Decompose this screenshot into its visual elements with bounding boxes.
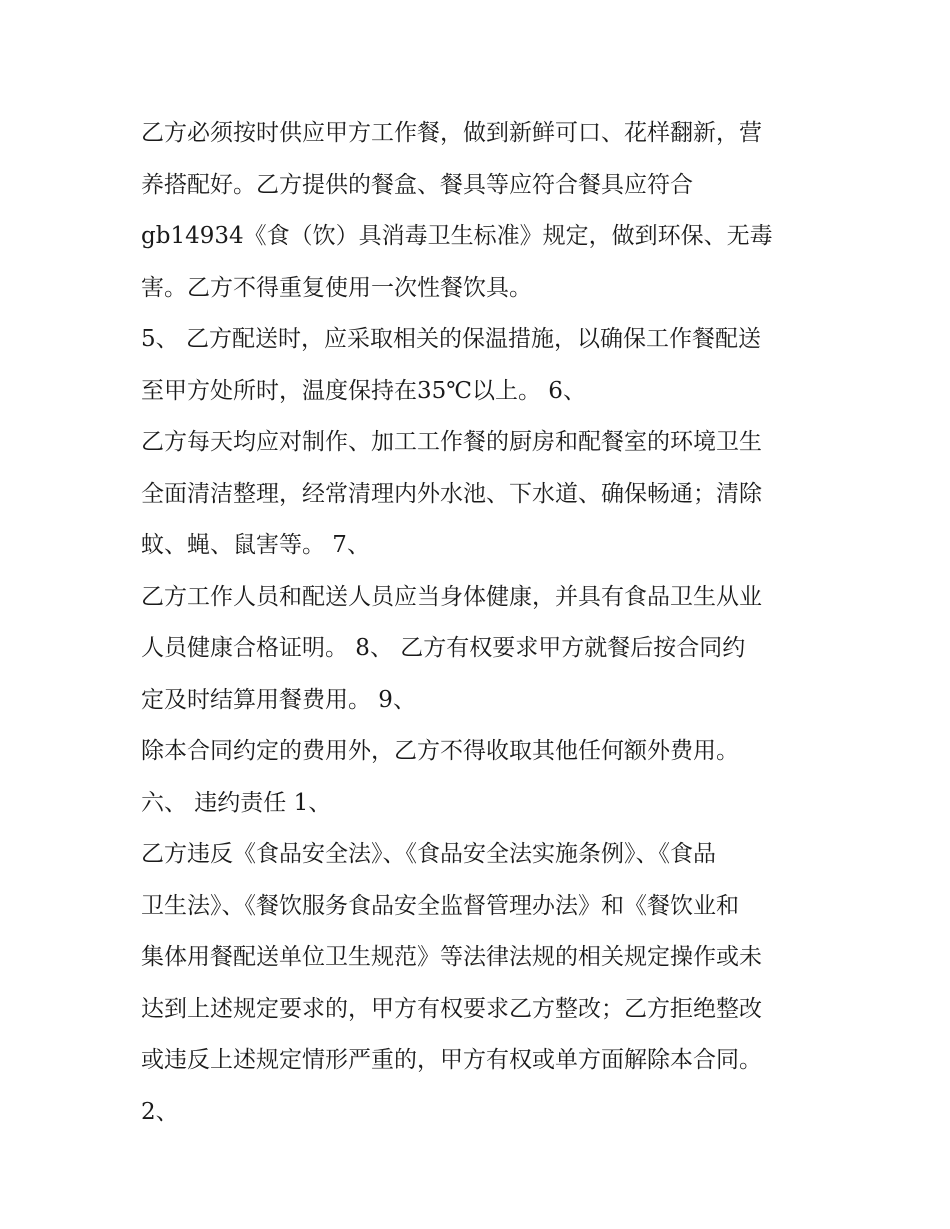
text-line: 除本合同约定的费用外，乙方不得收取其他任何额外费用。 <box>141 738 739 764</box>
text-line: 养搭配好。乙方提供的餐盒、餐具等应符合餐具应符合 <box>141 171 693 198</box>
text-line: 达到上述规定要求的，甲方有权要求乙方整改；乙方拒绝整改 <box>141 995 762 1022</box>
contract-text-block <box>141 108 831 1138</box>
section-heading: 六、 违约责任 1、 <box>141 789 332 816</box>
text-line: 乙方违反《食品安全法》、《食品安全法实施条例》、《食品 <box>141 841 716 867</box>
text-line: 定及时结算用餐费用。 9、 <box>141 686 416 713</box>
text-line: 全面清洁整理，经常清理内外水池、下水道、确保畅通；清除 <box>141 480 762 507</box>
text-line: 乙方工作人员和配送人员应当身体健康，并具有食品卫生从业 <box>141 583 762 610</box>
text-line: 2、 <box>141 1098 179 1125</box>
text-line: 乙方每天均应对制作、加工工作餐的厨房和配餐室的环境卫生 <box>141 429 762 455</box>
text-line: 5、 乙方配送时，应采取相关的保温措施，以确保工作餐配送 <box>141 326 761 352</box>
text-line: gb14934《食（饮）具消毒卫生标准》规定，做到环保、无毒 <box>141 223 773 249</box>
text-line: 至甲方处所时，温度保持在35℃以上。 6、 <box>141 377 586 404</box>
text-line: 害。乙方不得重复使用一次性餐饮具。 <box>141 274 532 301</box>
text-line: 集体用餐配送单位卫生规范》等法律法规的相关规定操作或未 <box>141 944 762 970</box>
text-line: 或违反上述规定情形严重的，甲方有权或单方面解除本合同。 <box>141 1047 762 1073</box>
text-line: 卫生法》、《餐饮服务食品安全监督管理办法》和《餐饮业和 <box>141 892 739 919</box>
text-line: 乙方必须按时供应甲方工作餐，做到新鲜可口、花样翻新，营 <box>141 120 762 146</box>
text-line: 蚊、蝇、鼠害等。 7、 <box>141 532 370 558</box>
text-line: 人员健康合格证明。 8、 乙方有权要求甲方就餐后按合同约 <box>141 635 746 661</box>
